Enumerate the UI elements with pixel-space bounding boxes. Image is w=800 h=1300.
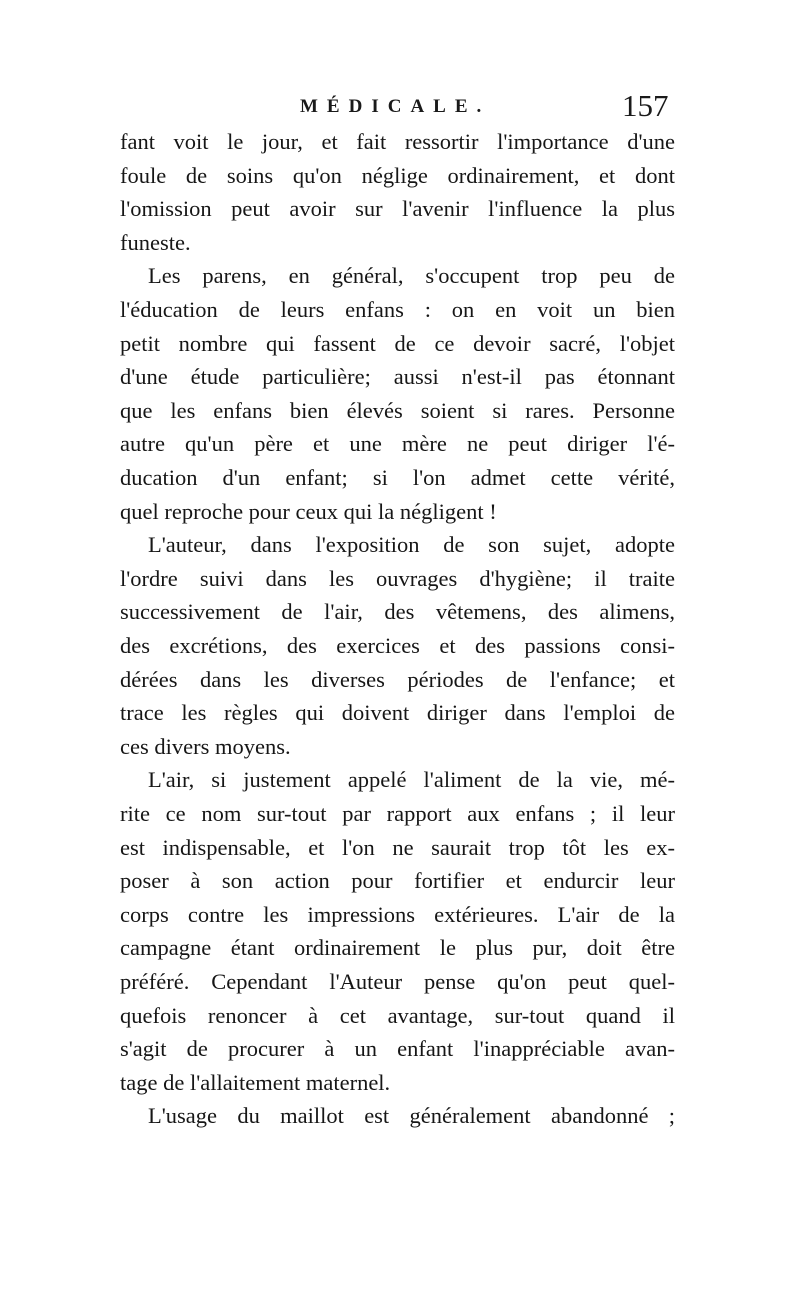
text-line: rite ce nom sur-tout par rapport aux enfans ; il leur: [120, 801, 675, 826]
text-line: ducation d'un enfant; si l'on admet cette vérité,: [120, 465, 675, 490]
text-line: ces divers moyens.: [120, 733, 291, 759]
text-line: tage de l'allaitement maternel.: [120, 1069, 391, 1095]
page-number: 157: [622, 88, 669, 123]
text-line: L'auteur, dans l'exposition de son sujet, adopte: [148, 532, 675, 558]
text-line: des excrétions, des exercices et des passions consi-: [120, 633, 675, 658]
text-line: petit nombre qui fassent de ce devoir sacré, l'objet: [120, 330, 675, 356]
running-head: [0, 88, 800, 128]
text-line: que les enfans bien élevés soient si rares. Personne: [120, 397, 675, 423]
text-line: successivement de l'air, des vêtemens, des alimens,: [120, 599, 675, 625]
text-line: l'éducation de leurs enfans : on en voit un bien: [120, 297, 675, 322]
text-line: poser à son action pour fortifier et endurcir leur: [120, 868, 675, 894]
text-line: s'agit de procurer à un enfant l'inappréciable avan-: [120, 1036, 675, 1062]
text-line: dérées dans les diverses périodes de l'enfance; et: [120, 666, 675, 692]
text-line: fant voit le jour, et fait ressortir l'importance d'une: [120, 129, 675, 154]
text-line: quefois renoncer à cet avantage, sur-tout quand il: [120, 1002, 675, 1028]
text-line: est indispensable, et l'on ne saurait trop tôt les ex-: [120, 834, 675, 860]
text-line: Les parens, en général, s'occupent trop peu de: [148, 263, 675, 289]
text-line: L'air, si justement appelé l'aliment de la vie, mé-: [148, 767, 675, 793]
text-line: campagne étant ordinairement le plus pur, doit être: [120, 935, 675, 961]
text-line: L'usage du maillot est généralement abandonné ;: [148, 1103, 675, 1129]
text-line: l'ordre suivi dans les ouvrages d'hygiène; il traite: [120, 565, 675, 591]
text-line: foule de soins qu'on néglige ordinairement, et dont: [120, 162, 675, 188]
text-line: préféré. Cependant l'Auteur pense qu'on peut quel-: [120, 969, 675, 994]
text-line: d'une étude particulière; aussi n'est-il pas étonnant: [120, 364, 675, 390]
text-line: corps contre les impressions extérieures. L'air de la: [120, 901, 675, 927]
text-line: quel reproche pour ceux qui la négligent !: [120, 498, 497, 524]
text-line: autre qu'un père et une mère ne peut diriger l'é-: [120, 431, 675, 457]
text-line: l'omission peut avoir sur l'avenir l'influence la plus: [120, 196, 675, 222]
text-line: trace les règles qui doivent diriger dans l'emploi de: [120, 700, 675, 726]
text-line: funeste.: [120, 229, 191, 255]
running-title: MÉDICALE.: [300, 96, 491, 117]
